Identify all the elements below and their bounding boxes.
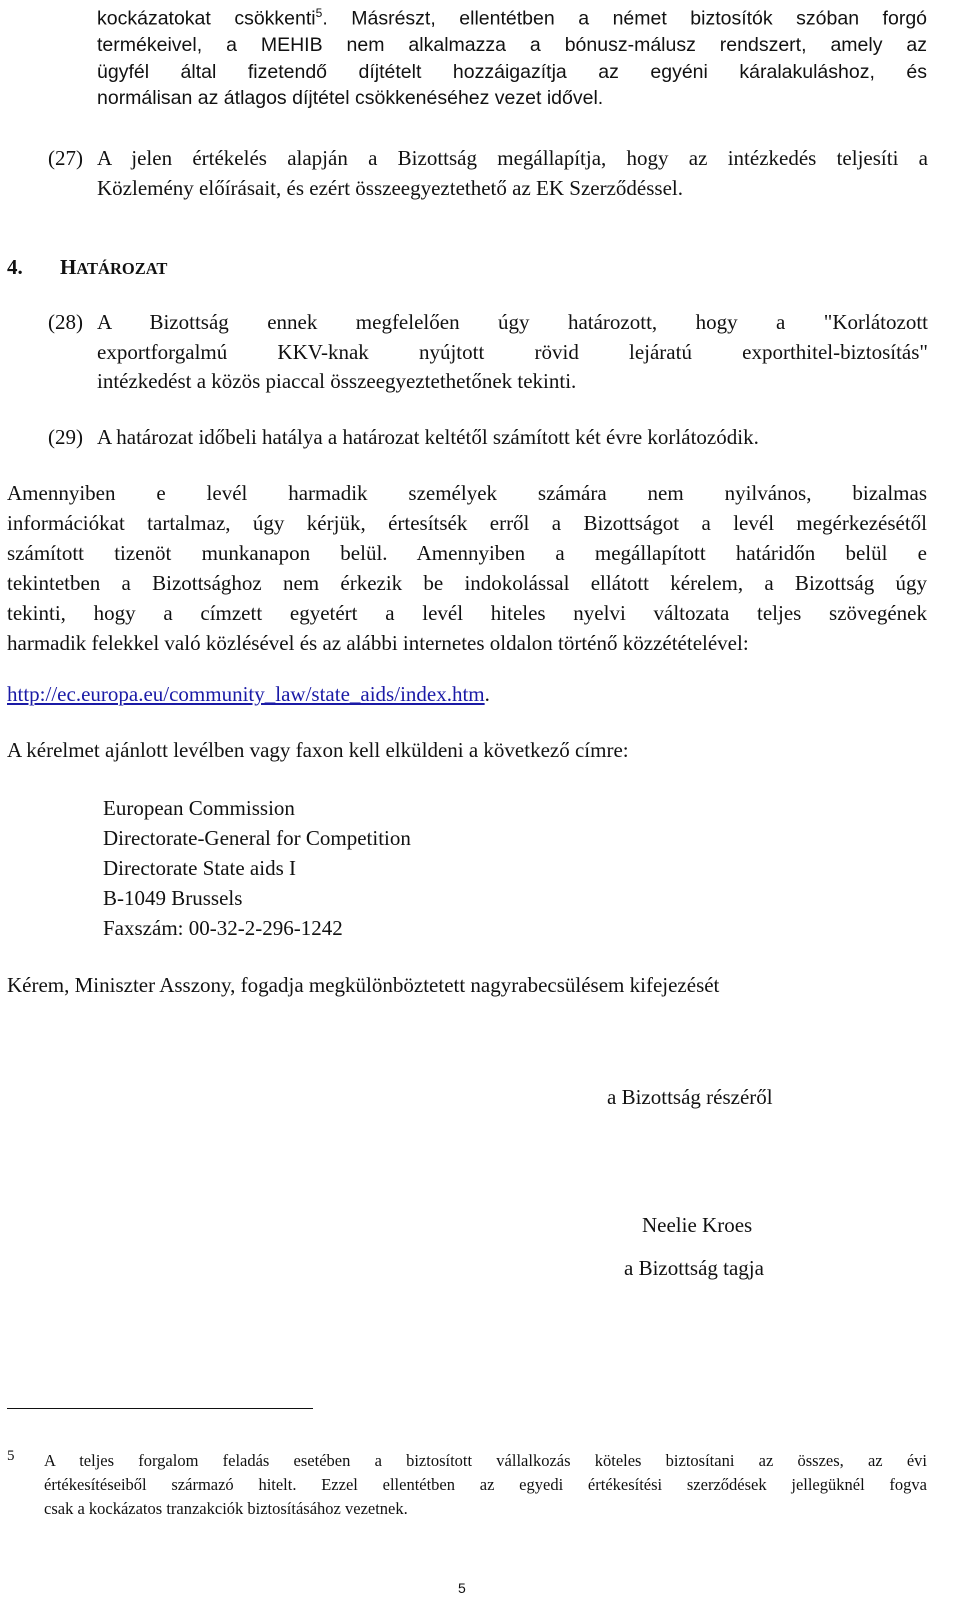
signatory-role: a Bizottság tagja <box>624 1256 764 1280</box>
closing-sentence: Kérem, Miniszter Asszony, fogadja megkülönböztetett nagyrabecsülésem kifejezését <box>7 973 720 997</box>
section-number: 4. <box>7 255 23 279</box>
state-aids-link-line <box>7 682 490 707</box>
paragraph-29 <box>48 423 928 452</box>
section-heading <box>7 255 167 280</box>
state-aids-link[interactable]: http://ec.europa.eu/community_law/state_aids/index.htm <box>7 682 485 706</box>
intro-line: kockázatokat csökkenti$^5$. Másrészt, ellentétben a német biztosítók szóban forgó <box>97 6 928 30</box>
footnote-separator <box>7 1408 313 1409</box>
intro-line: termékeivel, a MEHIB nem alkalmazza a bónusz-málusz rendszert, amely az <box>97 34 927 56</box>
paragraph-line: exportforgalmú KKV-knak nyújtott rövid lejáratú exporthitel-biztosítás" <box>97 339 928 364</box>
request-sentence: A kérelmet ajánlott levélben vagy faxon kell elküldeni a következő címre: <box>7 738 629 762</box>
paragraph-line: tekinti, hogy a címzett egyetért a levél hiteles nyelvi változata teljes szövegének <box>7 601 927 625</box>
paragraph-number: (29) <box>48 425 83 449</box>
paragraph-line: tekintetben a Bizottsághoz nem érkezik be indokolással ellátott kérelem, a Bizottság úgy <box>7 571 927 595</box>
footnote-text <box>44 1449 927 1521</box>
paragraph-number: (28) <box>48 310 83 334</box>
section-title-rest: ATÁROZAT <box>76 259 168 278</box>
intro-line: normálisan az átlagos díjtétel csökkenéséhez vezet idővel. <box>97 87 604 109</box>
footnote-line: értékesítéseiből származó hitelt. Ezzel ellentétben az egyedi értékesítési szerződések jellegüknél fogva <box>44 1475 927 1494</box>
footnote-line: A teljes forgalom feladás esetében a biztosított vállalkozás köteles biztosítani az összes, az évi <box>44 1451 927 1470</box>
paragraph-line: Közlemény előírásait, és ezért összeegyeztethető az EK Szerződéssel. <box>97 176 683 200</box>
address-block <box>103 793 411 943</box>
address-line: B-1049 Brussels <box>103 886 243 910</box>
paragraph-line: intézkedést a közös piaccal összeegyeztethetőnek tekinti. <box>97 369 577 393</box>
paragraph-line: számított tizenöt munkanapon belül. Amennyiben a megállapított határidőn belül e <box>7 541 927 565</box>
on-behalf-text: a Bizottság részéről <box>607 1085 773 1109</box>
link-trailing-period: . <box>484 682 490 706</box>
paragraph-28 <box>48 308 928 397</box>
paragraph-line: A jelen értékelés alapján a Bizottság megállapítja, hogy az intézkedés teljesíti a <box>97 146 928 170</box>
section-title-initial: H <box>60 255 77 279</box>
footnote-line: csak a kockázatos tranzakciók biztosításához vezetnek. <box>44 1499 408 1518</box>
paragraph-line: információkat tartalmaz, úgy kérjük, értesítsék erről a Bizottságot a levél megérkezésétől <box>7 511 927 535</box>
intro-line: ügyfél által fizetendő díjtételt hozzáigazítja az egyéni káralakuláshoz, és <box>97 60 927 83</box>
signatory-name: Neelie Kroes <box>642 1213 753 1237</box>
paragraph-line: A határozat időbeli hatálya a határozat keltétől számított két évre korlátozódik. <box>97 425 759 449</box>
paragraph-line: A Bizottság ennek megfelelően úgy határozott, hogy a "Korlátozott <box>97 310 928 334</box>
address-line: European Commission <box>103 796 295 820</box>
confidentiality-paragraph <box>7 478 927 658</box>
paragraph-number: (27) <box>48 146 83 170</box>
footnote-reference: 5 <box>315 6 323 20</box>
footnote-mark: 5 <box>7 1448 15 1464</box>
paragraph-line: harmadik felekkel való közlésével és az alábbi internetes oldalon történő közzétételével: <box>7 631 749 655</box>
intro-paragraph <box>97 0 927 112</box>
paragraph-line: Amennyiben e levél harmadik személyek számára nem nyilvános, bizalmas <box>7 481 927 505</box>
paragraph-27 <box>48 143 928 203</box>
address-line: Directorate-General for Competition <box>103 826 411 850</box>
address-line: Directorate State aids I <box>103 856 296 880</box>
page-number: 5 <box>458 1580 466 1596</box>
fax-number: Faxszám: 00-32-2-296-1242 <box>103 916 343 940</box>
